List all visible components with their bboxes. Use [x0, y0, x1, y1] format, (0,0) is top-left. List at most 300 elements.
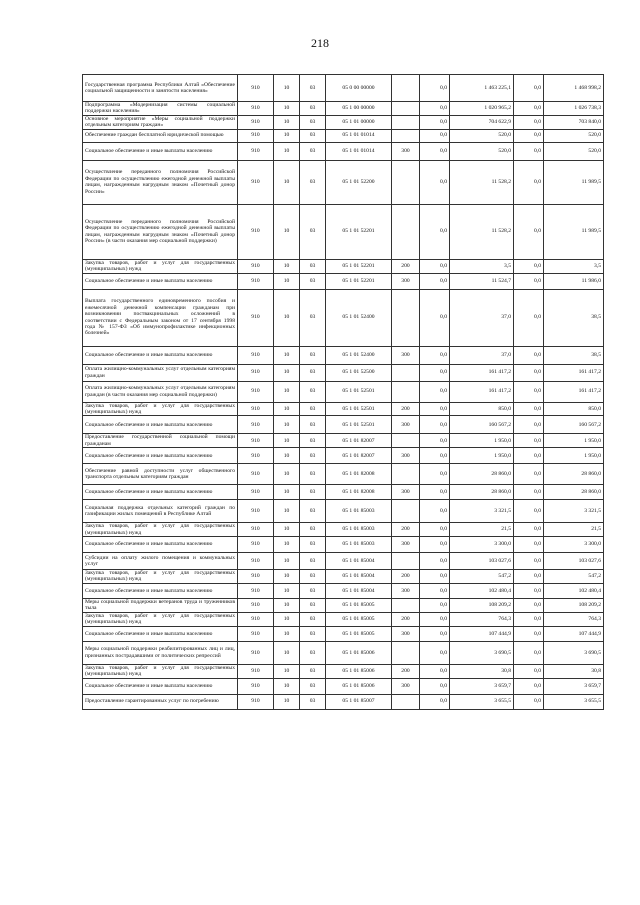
section-code: 10	[274, 583, 300, 598]
department-code: 910	[238, 485, 274, 500]
amount-col-1: 0,0	[420, 160, 450, 204]
amount-col-3: 0,0	[514, 434, 544, 448]
amount-col-4: 1 950,0	[544, 434, 604, 448]
amount-col-2: 30,8	[450, 664, 514, 678]
table-row	[83, 641, 604, 664]
budget-item-name: Социальное обеспечение и иные выплаты населению	[83, 448, 238, 464]
target-article-code: 05 1 01 85007	[326, 694, 392, 709]
subsection-code: 03	[300, 259, 326, 273]
expense-type-code: 300	[392, 448, 420, 464]
section-code: 10	[274, 678, 300, 694]
department-code: 910	[238, 500, 274, 523]
amount-col-1: 0,0	[420, 289, 450, 346]
budget-item-name: Меры социальной поддержки реабилитированных лиц и лиц, признанных пострадавшими от политических репрессий	[83, 641, 238, 664]
target-article-code: 05 1 01 82007	[326, 448, 392, 464]
budget-item-name: Предоставление государственной социальной помощи гражданам	[83, 434, 238, 448]
amount-col-2: 3,5	[450, 259, 514, 273]
table-row	[83, 75, 604, 102]
table-row	[83, 664, 604, 678]
table-row	[83, 500, 604, 523]
subsection-code: 03	[300, 464, 326, 485]
amount-col-1: 0,0	[420, 598, 450, 612]
department-code: 910	[238, 612, 274, 626]
table-row	[83, 129, 604, 142]
amount-col-1: 0,0	[420, 142, 450, 160]
amount-col-1: 0,0	[420, 364, 450, 381]
target-article-code: 05 0 00 00000	[326, 75, 392, 102]
amount-col-3: 0,0	[514, 75, 544, 102]
expense-type-code	[392, 204, 420, 259]
amount-col-3: 0,0	[514, 416, 544, 434]
amount-col-1: 0,0	[420, 570, 450, 584]
section-code: 10	[274, 204, 300, 259]
amount-col-2: 1 463 225,1	[450, 75, 514, 102]
section-code: 10	[274, 523, 300, 537]
department-code: 910	[238, 434, 274, 448]
amount-col-3: 0,0	[514, 448, 544, 464]
amount-col-2: 3 300,0	[450, 537, 514, 553]
amount-col-1: 0,0	[420, 416, 450, 434]
amount-col-1: 0,0	[420, 204, 450, 259]
amount-col-1: 0,0	[420, 402, 450, 416]
amount-col-2: 107 444,9	[450, 626, 514, 641]
amount-col-4: 547,2	[544, 570, 604, 584]
amount-col-3: 0,0	[514, 553, 544, 570]
expense-type-code: 300	[392, 416, 420, 434]
amount-col-2: 28 860,0	[450, 464, 514, 485]
amount-col-3: 0,0	[514, 500, 544, 523]
amount-col-4: 38,5	[544, 346, 604, 364]
table-row	[83, 612, 604, 626]
expense-type-code	[392, 102, 420, 116]
target-article-code: 05 1 01 52200	[326, 160, 392, 204]
amount-col-3: 0,0	[514, 381, 544, 402]
amount-col-4: 11 989,5	[544, 204, 604, 259]
budget-table-body	[83, 75, 604, 710]
budget-item-name: Социальная поддержка отдельных категорий граждан по газификации жилых помещений в Республике Алтай	[83, 500, 238, 523]
target-article-code: 05 1 01 82008	[326, 485, 392, 500]
amount-col-4: 103 027,6	[544, 553, 604, 570]
department-code: 910	[238, 416, 274, 434]
subsection-code: 03	[300, 523, 326, 537]
section-code: 10	[274, 129, 300, 142]
section-code: 10	[274, 259, 300, 273]
budget-table	[82, 74, 604, 710]
amount-col-4: 3 655,5	[544, 694, 604, 709]
section-code: 10	[274, 289, 300, 346]
amount-col-3: 0,0	[514, 612, 544, 626]
budget-item-name: Социальное обеспечение и иные выплаты населению	[83, 537, 238, 553]
department-code: 910	[238, 626, 274, 641]
expense-type-code	[392, 115, 420, 129]
target-article-code: 05 1 01 85004	[326, 583, 392, 598]
subsection-code: 03	[300, 485, 326, 500]
table-row	[83, 434, 604, 448]
table-row	[83, 160, 604, 204]
target-article-code: 05 1 01 01014	[326, 129, 392, 142]
target-article-code: 05 1 01 85003	[326, 537, 392, 553]
amount-col-3: 0,0	[514, 678, 544, 694]
amount-col-3: 0,0	[514, 485, 544, 500]
section-code: 10	[274, 102, 300, 116]
expense-type-code: 300	[392, 626, 420, 641]
budget-item-name: Социальное обеспечение и иные выплаты населению	[83, 142, 238, 160]
budget-item-name: Осуществление переданного полномочия Российской Федерации по осуществлению ежегодной денежной выплаты лицам, награжденным нагрудным знаком «Почетный донор России»	[83, 160, 238, 204]
amount-col-4: 38,5	[544, 289, 604, 346]
subsection-code: 03	[300, 204, 326, 259]
target-article-code: 05 1 01 82007	[326, 434, 392, 448]
table-row	[83, 678, 604, 694]
amount-col-3: 0,0	[514, 289, 544, 346]
amount-col-2: 1 020 965,2	[450, 102, 514, 116]
target-article-code: 05 1 01 52501	[326, 402, 392, 416]
amount-col-2: 11 524,7	[450, 273, 514, 289]
amount-col-4: 3 300,0	[544, 537, 604, 553]
expense-type-code	[392, 598, 420, 612]
department-code: 910	[238, 553, 274, 570]
subsection-code: 03	[300, 626, 326, 641]
expense-type-code	[392, 381, 420, 402]
amount-col-3: 0,0	[514, 259, 544, 273]
department-code: 910	[238, 402, 274, 416]
table-row	[83, 142, 604, 160]
expense-type-code: 300	[392, 142, 420, 160]
expense-type-code: 300	[392, 678, 420, 694]
subsection-code: 03	[300, 142, 326, 160]
section-code: 10	[274, 485, 300, 500]
section-code: 10	[274, 160, 300, 204]
budget-item-name: Закупка товаров, работ и услуг для государственных (муниципальных) нужд	[83, 259, 238, 273]
amount-col-1: 0,0	[420, 500, 450, 523]
expense-type-code	[392, 500, 420, 523]
subsection-code: 03	[300, 448, 326, 464]
table-row	[83, 259, 604, 273]
department-code: 910	[238, 694, 274, 709]
amount-col-4: 3 321,5	[544, 500, 604, 523]
table-row	[83, 626, 604, 641]
amount-col-2: 520,0	[450, 142, 514, 160]
table-row	[83, 102, 604, 116]
target-article-code: 05 1 01 85005	[326, 626, 392, 641]
section-code: 10	[274, 641, 300, 664]
subsection-code: 03	[300, 75, 326, 102]
expense-type-code: 200	[392, 259, 420, 273]
budget-item-name: Субсидии на оплату жилого помещения и коммунальных услуг	[83, 553, 238, 570]
amount-col-2: 161 417,2	[450, 364, 514, 381]
section-code: 10	[274, 598, 300, 612]
amount-col-1: 0,0	[420, 102, 450, 116]
amount-col-2: 103 027,6	[450, 553, 514, 570]
amount-col-1: 0,0	[420, 75, 450, 102]
table-row	[83, 364, 604, 381]
budget-item-name: Социальное обеспечение и иные выплаты населению	[83, 416, 238, 434]
expense-type-code: 200	[392, 612, 420, 626]
target-article-code: 05 1 01 85004	[326, 570, 392, 584]
target-article-code: 05 1 01 52500	[326, 364, 392, 381]
expense-type-code	[392, 641, 420, 664]
amount-col-3: 0,0	[514, 523, 544, 537]
section-code: 10	[274, 694, 300, 709]
subsection-code: 03	[300, 537, 326, 553]
amount-col-2: 3 659,7	[450, 678, 514, 694]
amount-col-4: 3 690,5	[544, 641, 604, 664]
department-code: 910	[238, 664, 274, 678]
target-article-code: 05 1 01 52501	[326, 416, 392, 434]
amount-col-1: 0,0	[420, 694, 450, 709]
amount-col-4: 1 026 738,3	[544, 102, 604, 116]
amount-col-1: 0,0	[420, 664, 450, 678]
table-row	[83, 485, 604, 500]
target-article-code: 05 1 01 85006	[326, 678, 392, 694]
amount-col-3: 0,0	[514, 402, 544, 416]
amount-col-2: 102 480,4	[450, 583, 514, 598]
department-code: 910	[238, 142, 274, 160]
subsection-code: 03	[300, 553, 326, 570]
section-code: 10	[274, 553, 300, 570]
section-code: 10	[274, 402, 300, 416]
amount-col-2: 21,5	[450, 523, 514, 537]
subsection-code: 03	[300, 129, 326, 142]
amount-col-2: 11 528,2	[450, 204, 514, 259]
budget-item-name: Социальное обеспечение и иные выплаты населению	[83, 626, 238, 641]
amount-col-2: 160 567,2	[450, 416, 514, 434]
amount-col-2: 108 209,2	[450, 598, 514, 612]
table-row	[83, 570, 604, 584]
expense-type-code	[392, 75, 420, 102]
target-article-code: 05 1 01 85004	[326, 553, 392, 570]
amount-col-1: 0,0	[420, 553, 450, 570]
budget-item-name: Закупка товаров, работ и услуг для государственных (муниципальных) нужд	[83, 612, 238, 626]
subsection-code: 03	[300, 641, 326, 664]
expense-type-code: 300	[392, 537, 420, 553]
amount-col-1: 0,0	[420, 259, 450, 273]
amount-col-4: 1 468 998,2	[544, 75, 604, 102]
table-row	[83, 204, 604, 259]
section-code: 10	[274, 364, 300, 381]
department-code: 910	[238, 204, 274, 259]
target-article-code: 05 1 01 85005	[326, 612, 392, 626]
table-row	[83, 598, 604, 612]
target-article-code: 05 1 01 85006	[326, 664, 392, 678]
amount-col-2: 11 528,2	[450, 160, 514, 204]
amount-col-4: 161 417,2	[544, 381, 604, 402]
amount-col-3: 0,0	[514, 129, 544, 142]
department-code: 910	[238, 523, 274, 537]
amount-col-3: 0,0	[514, 583, 544, 598]
amount-col-3: 0,0	[514, 160, 544, 204]
amount-col-2: 3 690,5	[450, 641, 514, 664]
subsection-code: 03	[300, 583, 326, 598]
department-code: 910	[238, 273, 274, 289]
amount-col-4: 703 840,0	[544, 115, 604, 129]
amount-col-4: 11 989,5	[544, 160, 604, 204]
table-row	[83, 448, 604, 464]
subsection-code: 03	[300, 500, 326, 523]
amount-col-2: 37,0	[450, 289, 514, 346]
department-code: 910	[238, 102, 274, 116]
budget-item-name: Социальное обеспечение и иные выплаты населению	[83, 678, 238, 694]
amount-col-4: 764,3	[544, 612, 604, 626]
amount-col-3: 0,0	[514, 464, 544, 485]
amount-col-1: 0,0	[420, 523, 450, 537]
target-article-code: 05 1 01 85006	[326, 641, 392, 664]
amount-col-2: 28 860,0	[450, 485, 514, 500]
budget-item-name: Социальное обеспечение и иные выплаты населению	[83, 583, 238, 598]
budget-item-name: Закупка товаров, работ и услуг для государственных (муниципальных) нужд	[83, 570, 238, 584]
amount-col-1: 0,0	[420, 583, 450, 598]
expense-type-code	[392, 129, 420, 142]
table-row	[83, 115, 604, 129]
section-code: 10	[274, 537, 300, 553]
amount-col-4: 28 860,0	[544, 464, 604, 485]
department-code: 910	[238, 129, 274, 142]
amount-col-3: 0,0	[514, 273, 544, 289]
subsection-code: 03	[300, 289, 326, 346]
amount-col-4: 3,5	[544, 259, 604, 273]
page-number: 218	[311, 36, 329, 50]
subsection-code: 03	[300, 346, 326, 364]
amount-col-1: 0,0	[420, 537, 450, 553]
subsection-code: 03	[300, 416, 326, 434]
budget-item-name: Осуществление переданного полномочия Российской Федерации по осуществлению ежегодной денежной выплаты лицам, награжденным нагрудным знаком «Почетный донор России» (в части оказания мер социальной поддержки)	[83, 204, 238, 259]
table-row	[83, 402, 604, 416]
amount-col-4: 28 860,0	[544, 485, 604, 500]
section-code: 10	[274, 464, 300, 485]
subsection-code: 03	[300, 160, 326, 204]
subsection-code: 03	[300, 434, 326, 448]
amount-col-4: 850,0	[544, 402, 604, 416]
section-code: 10	[274, 75, 300, 102]
subsection-code: 03	[300, 102, 326, 116]
budget-item-name: Подпрограмма «Модернизация системы социальной поддержки населения»	[83, 102, 238, 116]
budget-item-name: Предоставление гарантированных услуг по погребению	[83, 694, 238, 709]
target-article-code: 05 1 01 52400	[326, 289, 392, 346]
amount-col-1: 0,0	[420, 346, 450, 364]
expense-type-code	[392, 694, 420, 709]
amount-col-1: 0,0	[420, 273, 450, 289]
department-code: 910	[238, 641, 274, 664]
table-row	[83, 464, 604, 485]
table-row	[83, 553, 604, 570]
amount-col-3: 0,0	[514, 204, 544, 259]
expense-type-code: 200	[392, 523, 420, 537]
amount-col-3: 0,0	[514, 694, 544, 709]
amount-col-4: 102 480,4	[544, 583, 604, 598]
expense-type-code: 300	[392, 346, 420, 364]
amount-col-4: 21,5	[544, 523, 604, 537]
amount-col-4: 3 659,7	[544, 678, 604, 694]
subsection-code: 03	[300, 381, 326, 402]
expense-type-code	[392, 553, 420, 570]
amount-col-3: 0,0	[514, 102, 544, 116]
amount-col-1: 0,0	[420, 115, 450, 129]
amount-col-4: 520,0	[544, 129, 604, 142]
department-code: 910	[238, 160, 274, 204]
amount-col-4: 11 986,0	[544, 273, 604, 289]
budget-item-name: Основное мероприятие «Меры социальной поддержки отдельным категориям граждан»	[83, 115, 238, 129]
target-article-code: 05 1 01 85003	[326, 523, 392, 537]
department-code: 910	[238, 570, 274, 584]
department-code: 910	[238, 537, 274, 553]
amount-col-3: 0,0	[514, 537, 544, 553]
amount-col-4: 520,0	[544, 142, 604, 160]
amount-col-4: 108 209,2	[544, 598, 604, 612]
table-row	[83, 346, 604, 364]
subsection-code: 03	[300, 364, 326, 381]
amount-col-3: 0,0	[514, 115, 544, 129]
amount-col-4: 161 417,2	[544, 364, 604, 381]
amount-col-3: 0,0	[514, 664, 544, 678]
amount-col-1: 0,0	[420, 381, 450, 402]
expense-type-code: 300	[392, 273, 420, 289]
target-article-code: 05 1 01 01014	[326, 142, 392, 160]
amount-col-2: 547,2	[450, 570, 514, 584]
department-code: 910	[238, 259, 274, 273]
amount-col-1: 0,0	[420, 612, 450, 626]
subsection-code: 03	[300, 273, 326, 289]
section-code: 10	[274, 115, 300, 129]
section-code: 10	[274, 626, 300, 641]
target-article-code: 05 1 01 82008	[326, 464, 392, 485]
budget-item-name: Выплата государственного единовременного пособия и ежемесячной денежной компенсации гражданам при возникновении поствакцинальных осложнений в соответствии с Федеральным законом от 17 сентября 1998 года № 157-ФЗ «Об иммунопрофилактике инфекционных болезней»	[83, 289, 238, 346]
budget-item-name: Обеспечение равной доступности услуг общественного транспорта отдельным категориям граждан	[83, 464, 238, 485]
amount-col-3: 0,0	[514, 570, 544, 584]
budget-item-name: Меры социальной поддержки ветеранов труда и труженников тыла	[83, 598, 238, 612]
department-code: 910	[238, 583, 274, 598]
subsection-code: 03	[300, 694, 326, 709]
expense-type-code: 300	[392, 583, 420, 598]
section-code: 10	[274, 664, 300, 678]
amount-col-3: 0,0	[514, 346, 544, 364]
subsection-code: 03	[300, 402, 326, 416]
subsection-code: 03	[300, 598, 326, 612]
amount-col-3: 0,0	[514, 626, 544, 641]
table-row	[83, 416, 604, 434]
table-row	[83, 694, 604, 709]
expense-type-code	[392, 160, 420, 204]
target-article-code: 05 1 00 00000	[326, 102, 392, 116]
amount-col-2: 37,0	[450, 346, 514, 364]
budget-item-name: Социальное обеспечение и иные выплаты населению	[83, 485, 238, 500]
table-row	[83, 537, 604, 553]
department-code: 910	[238, 464, 274, 485]
amount-col-2: 3 655,5	[450, 694, 514, 709]
amount-col-2: 161 417,2	[450, 381, 514, 402]
section-code: 10	[274, 434, 300, 448]
section-code: 10	[274, 570, 300, 584]
section-code: 10	[274, 273, 300, 289]
section-code: 10	[274, 142, 300, 160]
target-article-code: 05 1 01 52201	[326, 259, 392, 273]
amount-col-3: 0,0	[514, 598, 544, 612]
amount-col-2: 3 321,5	[450, 500, 514, 523]
table-row	[83, 273, 604, 289]
section-code: 10	[274, 448, 300, 464]
target-article-code: 05 1 01 52201	[326, 204, 392, 259]
budget-item-name: Социальное обеспечение и иные выплаты населению	[83, 346, 238, 364]
amount-col-1: 0,0	[420, 448, 450, 464]
expense-type-code: 200	[392, 402, 420, 416]
department-code: 910	[238, 346, 274, 364]
amount-col-2: 704 622,9	[450, 115, 514, 129]
department-code: 910	[238, 448, 274, 464]
department-code: 910	[238, 598, 274, 612]
amount-col-2: 850,0	[450, 402, 514, 416]
amount-col-4: 30,8	[544, 664, 604, 678]
amount-col-4: 107 444,9	[544, 626, 604, 641]
budget-item-name: Оплата жилищно-коммунальных услуг отдельным категориям граждан	[83, 364, 238, 381]
amount-col-1: 0,0	[420, 434, 450, 448]
